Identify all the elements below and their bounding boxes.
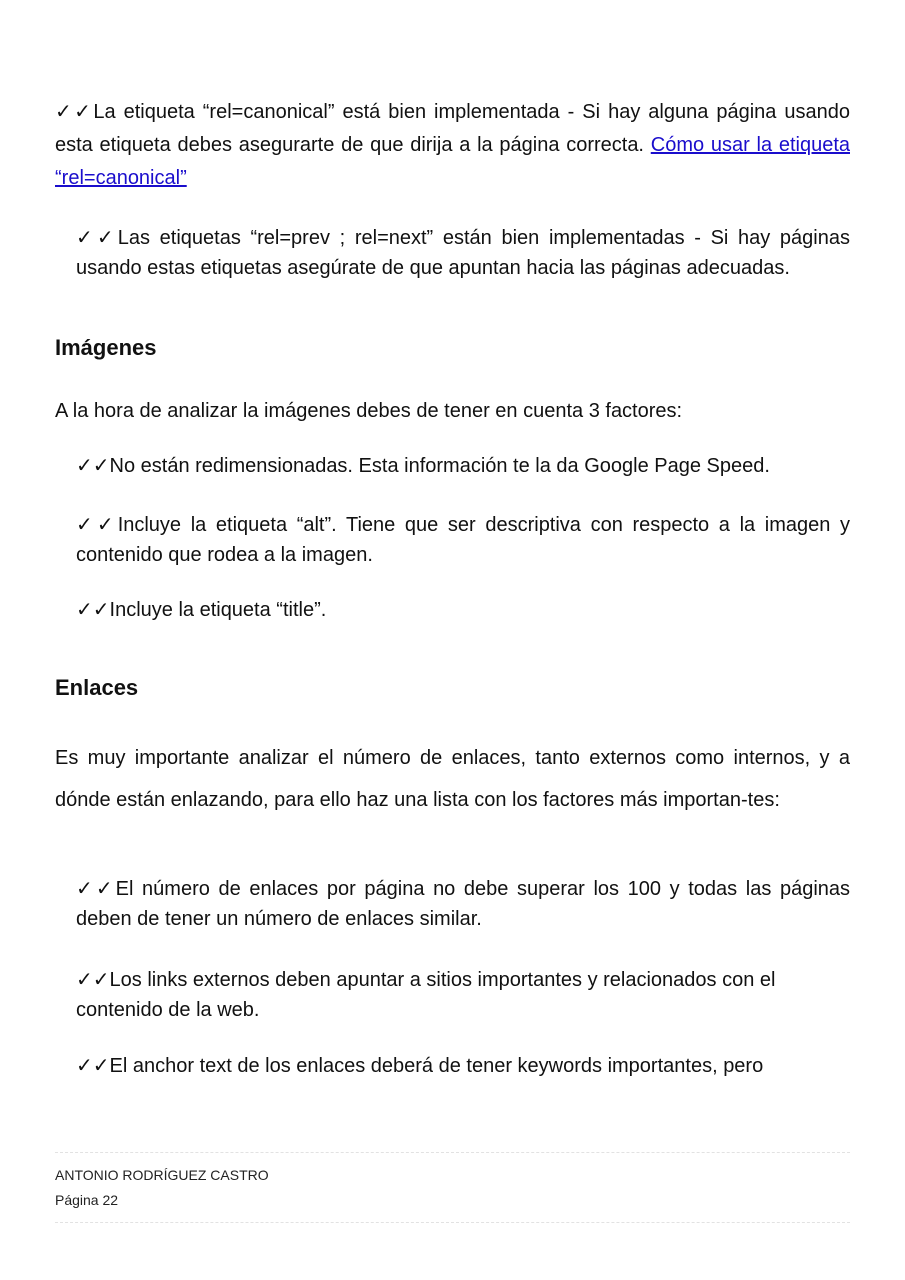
links-item-3 xyxy=(76,1051,850,1081)
canonical-link[interactable]: Cómo usar la etiqueta “rel=canonical” xyxy=(55,134,850,189)
canonical-paragraph xyxy=(55,96,850,195)
images-item-2 xyxy=(76,510,850,570)
images-item-3 xyxy=(76,595,850,625)
links-heading: Enlaces xyxy=(55,675,139,700)
canonical-text: La etiqueta “rel=canonical” está bien implementada - Si hay alguna página usando esta etiqueta debes asegurarte de que dirija a la página correcta. xyxy=(55,101,851,156)
checkmark-icon: ✓✓ xyxy=(76,599,110,621)
links-intro: Es muy importante analizar el número de enlaces, tanto externos como internos, y a dónde están enlazando, para ello haz una lista con los factores más importan-tes: xyxy=(55,747,850,811)
links-item-1 xyxy=(76,874,850,934)
list-item-text: Incluye la etiqueta “title”. xyxy=(109,599,327,621)
checkmark-icon: ✓✓ xyxy=(55,101,94,123)
prev-next-item xyxy=(76,223,850,283)
links-item-2 xyxy=(76,965,850,1025)
checkmark-icon: ✓✓ xyxy=(76,514,118,536)
list-item-text: Incluye la etiqueta “alt”. Tiene que ser descriptiva con respecto a la imagen y contenido que rodea a la imagen. xyxy=(76,514,851,566)
list-item-text: El número de enlaces por página no debe superar los 100 y todas las páginas deben de tener un número de enlaces similar. xyxy=(76,878,851,930)
images-intro: A la hora de analizar la imágenes debes de tener en cuenta 3 factores: xyxy=(55,400,683,422)
checkmark-icon: ✓✓ xyxy=(76,1055,110,1077)
list-item-text: El anchor text de los enlaces deberá de tener keywords importantes, pero xyxy=(109,1055,764,1077)
images-item-1 xyxy=(76,451,850,481)
list-item-text: Los links externos deben apuntar a sitios importantes y relacionados con el contenido de la web. xyxy=(76,969,776,1021)
prev-next-text: Las etiquetas “rel=prev ; rel=next” están bien implementadas - Si hay páginas usando estas etiquetas asegúrate de que apuntan hacia las páginas adecuadas. xyxy=(76,227,850,279)
footer-author: ANTONIO RODRÍGUEZ CASTRO xyxy=(55,1167,269,1183)
footer-page-number: Página 22 xyxy=(55,1192,119,1208)
footer-top-divider xyxy=(55,1152,850,1153)
images-heading: Imágenes xyxy=(55,335,157,360)
checkmark-icon: ✓✓ xyxy=(76,878,116,900)
footer-bottom-divider xyxy=(55,1222,850,1223)
checkmark-icon: ✓✓ xyxy=(76,455,110,477)
checkmark-icon: ✓✓ xyxy=(76,227,118,249)
list-item-text: No están redimensionadas. Esta información te la da Google Page Speed. xyxy=(109,455,770,477)
checkmark-icon: ✓✓ xyxy=(76,969,110,991)
